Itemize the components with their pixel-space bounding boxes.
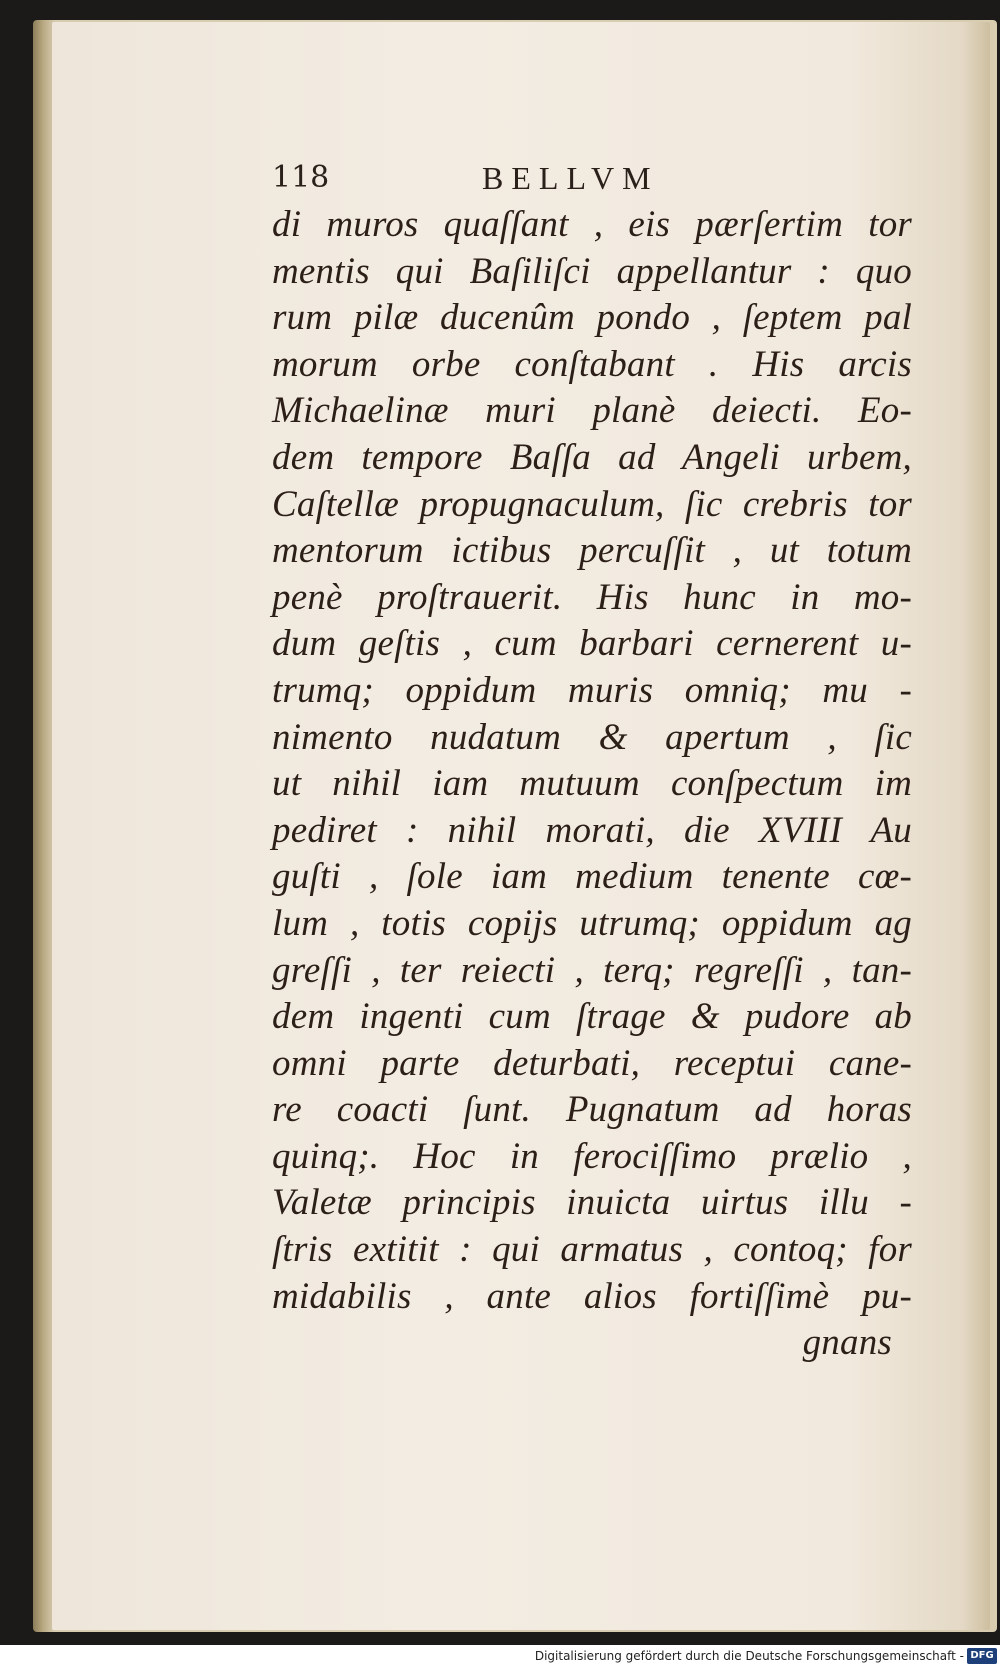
text-line: Valetæ principis inuicta uirtus illu - bbox=[272, 1182, 912, 1224]
text-line: ut nihil iam mutuum conſpectum im bbox=[272, 763, 912, 805]
running-title: BELLVM bbox=[482, 160, 659, 196]
text-line: di muros quaſſant , eis pærſertim tor bbox=[272, 204, 912, 245]
catchword: gnans bbox=[802, 1322, 892, 1364]
text-block bbox=[272, 202, 912, 1367]
text-line: dum geſtis , cum barbari cernerent u- bbox=[272, 623, 912, 665]
text-line: dem tempore Baſſa ad Angeli urbem, bbox=[272, 436, 912, 478]
text-line: re coacti ſunt. Pugnatum ad horas bbox=[272, 1089, 912, 1131]
text-line: pediret : nihil morati, die XVIII Au bbox=[272, 809, 912, 851]
page-number: 118 bbox=[272, 160, 330, 195]
text-line: dem ingenti cum ſtrage & pudore ab bbox=[272, 996, 912, 1038]
text-line: rum pilæ ducenûm pondo , ſeptem pal bbox=[272, 297, 912, 339]
text-line: nimento nudatum & apertum , ſic bbox=[272, 716, 912, 758]
text-line: trumq; oppidum muris omniq; mu - bbox=[272, 669, 912, 711]
text-line: Caſtellæ propugnaculum, ſic crebris tor bbox=[272, 483, 912, 525]
text-line: mentorum ictibus percuſſit , ut totum bbox=[272, 530, 912, 572]
funding-notice: Digitalisierung gefördert durch die Deutsche Forschungsgemeinschaft - bbox=[534, 1649, 964, 1663]
dfg-logo: DFG bbox=[967, 1648, 997, 1664]
text-line: greſſi , ter reiecti , terq; regreſſi , tan- bbox=[272, 949, 912, 991]
text-line: mentis qui Baſiliſci appellantur : quo bbox=[272, 250, 912, 292]
footer-bar bbox=[0, 1645, 1000, 1668]
text-line: guſti , ſole iam medium tenente cœ- bbox=[272, 856, 912, 898]
text-line: penè proſtrauerit. His hunc in mo- bbox=[272, 576, 912, 618]
text-line: midabilis , ante alios fortiſſimè pu- bbox=[272, 1275, 912, 1317]
text-line: lum , totis copijs utrumq; oppidum ag bbox=[272, 902, 912, 944]
text-line: ſtris extitit : qui armatus , contoq; for bbox=[272, 1229, 912, 1271]
text-line: omni parte deturbati, receptui cane- bbox=[272, 1042, 912, 1084]
text-line: quinq;. Hoc in ferociſſimo prælio , bbox=[272, 1135, 912, 1177]
text-line: morum orbe conſtabant . His arcis bbox=[272, 343, 912, 385]
text-line: Michaelinæ muri planè deiecti. Eo- bbox=[272, 390, 912, 432]
